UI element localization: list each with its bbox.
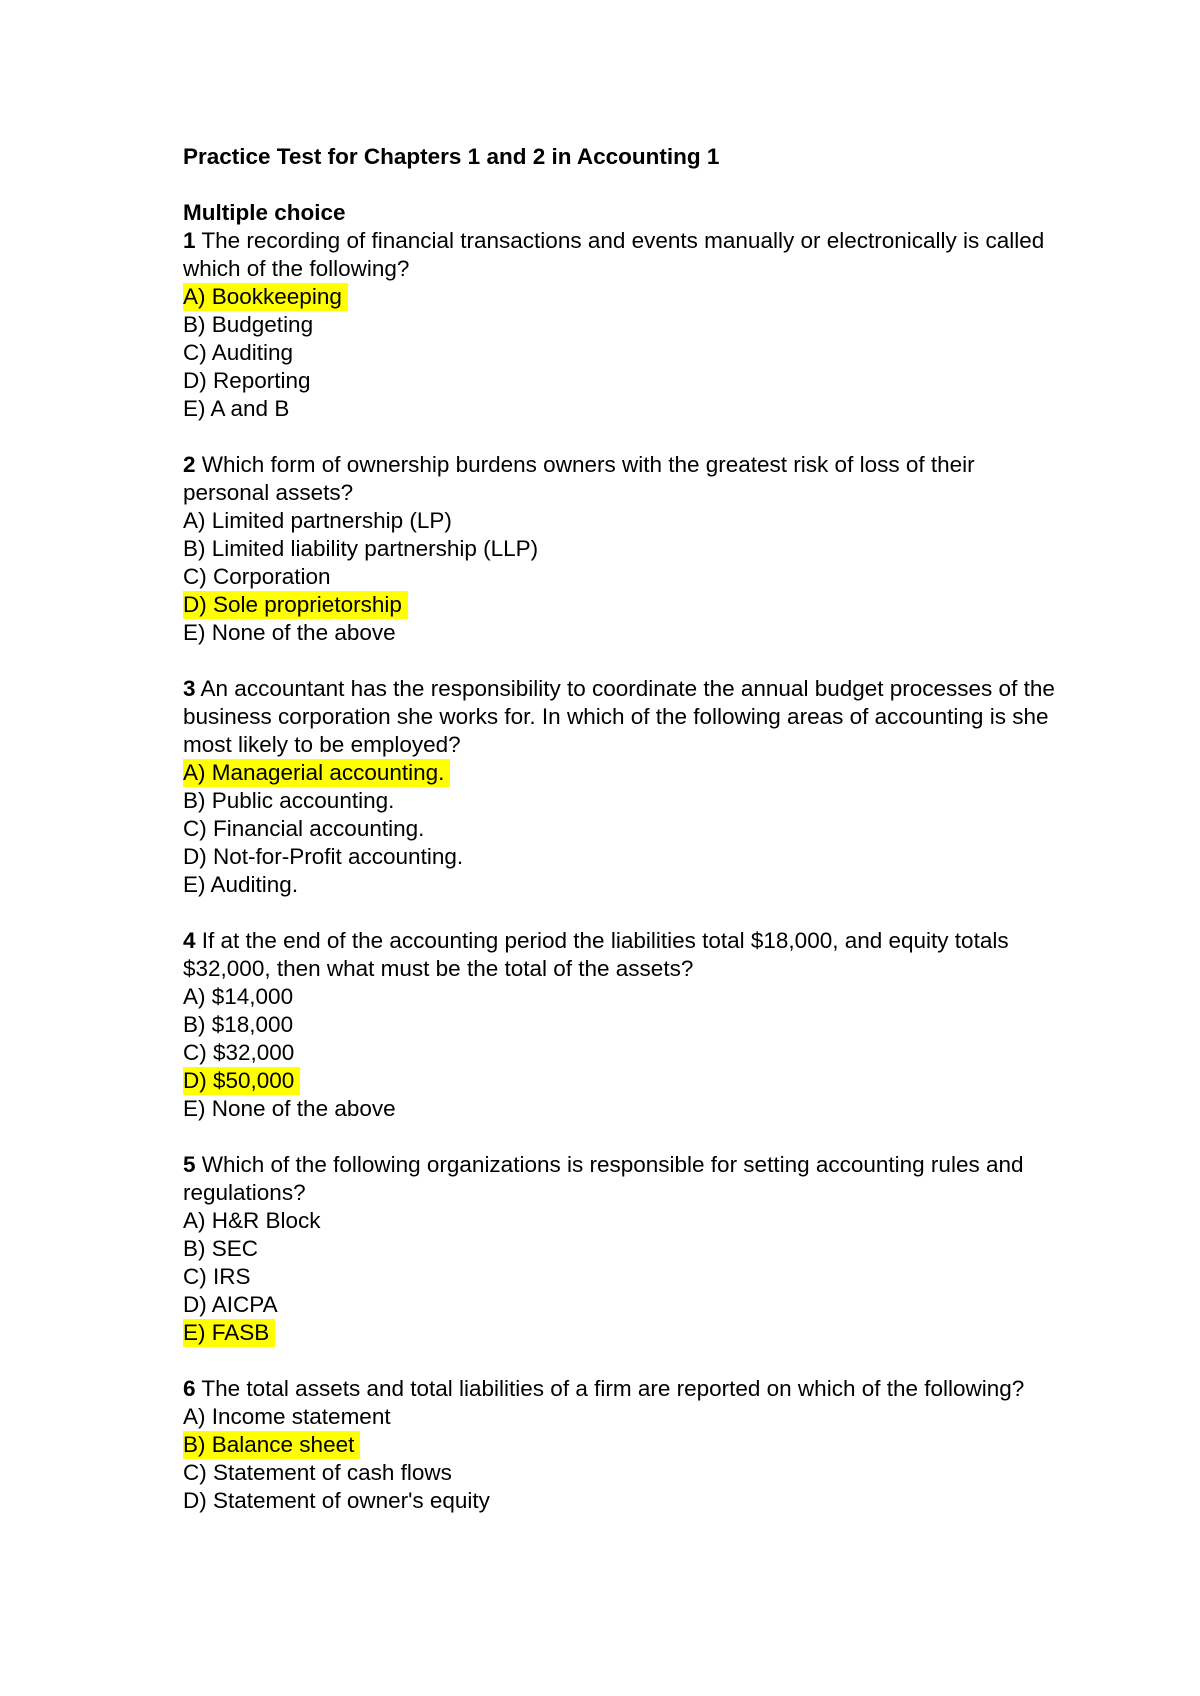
answer-option-label: E) A and B xyxy=(183,396,290,421)
answer-option-label: A) H&R Block xyxy=(183,1208,321,1233)
answer-option-label: B) Balance sheet xyxy=(183,1431,360,1459)
answer-option xyxy=(183,1487,1063,1515)
answer-option xyxy=(183,1403,1063,1431)
section-heading: Multiple choice xyxy=(183,200,346,225)
question-body: The recording of financial transactions and events manually or electronically is called which of the following? xyxy=(183,228,1045,281)
answer-option xyxy=(183,843,1063,871)
answer-option-highlighted xyxy=(183,1319,1063,1347)
answer-option-label: D) Sole proprietorship xyxy=(183,591,408,619)
answer-option-highlighted xyxy=(183,283,1063,311)
question-list xyxy=(183,227,1063,1515)
answer-option xyxy=(183,1291,1063,1319)
question-6 xyxy=(183,1375,1063,1515)
question-text xyxy=(183,227,1063,283)
question-body: If at the end of the accounting period the liabilities total $18,000, and equity totals $32,000, then what must be the total of the assets? xyxy=(183,928,1009,981)
answer-option xyxy=(183,311,1063,339)
question-5 xyxy=(183,1151,1063,1347)
question-number: 3 xyxy=(183,676,196,701)
answer-option xyxy=(183,1011,1063,1039)
question-text xyxy=(183,927,1063,983)
answer-option-label: C) IRS xyxy=(183,1264,251,1289)
answer-option-label: D) $50,000 xyxy=(183,1067,300,1095)
answer-option-label: B) SEC xyxy=(183,1236,259,1261)
question-number: 1 xyxy=(183,228,196,253)
answer-option xyxy=(183,395,1063,423)
answer-option xyxy=(183,1095,1063,1123)
question-body: An accountant has the responsibility to coordinate the annual budget processes of the business corporation she works for. In which of the following areas of accounting is she most likely to be employed? xyxy=(183,676,1055,757)
answer-option-highlighted xyxy=(183,1431,1063,1459)
answer-option-label: D) Statement of owner's equity xyxy=(183,1488,490,1513)
question-text xyxy=(183,451,1063,507)
answer-option xyxy=(183,871,1063,899)
answer-option-label: E) None of the above xyxy=(183,620,396,645)
document-page xyxy=(183,143,1063,1515)
answer-option-label: C) Financial accounting. xyxy=(183,816,425,841)
question-text xyxy=(183,675,1063,759)
answer-option xyxy=(183,563,1063,591)
answer-option xyxy=(183,535,1063,563)
answer-option-label: B) Budgeting xyxy=(183,312,314,337)
answer-option-label: A) Managerial accounting. xyxy=(183,759,450,787)
answer-option xyxy=(183,1039,1063,1067)
answer-option-highlighted xyxy=(183,1067,1063,1095)
answer-option-highlighted xyxy=(183,759,1063,787)
question-number: 5 xyxy=(183,1152,196,1177)
answer-option xyxy=(183,367,1063,395)
answer-option-label: B) Limited liability partnership (LLP) xyxy=(183,536,539,561)
question-text xyxy=(183,1151,1063,1207)
question-number: 6 xyxy=(183,1376,196,1401)
answer-option-label: B) $18,000 xyxy=(183,1012,294,1037)
answer-option xyxy=(183,1235,1063,1263)
answer-option xyxy=(183,815,1063,843)
answer-option-highlighted xyxy=(183,591,1063,619)
answer-option xyxy=(183,1263,1063,1291)
question-text xyxy=(183,1375,1063,1403)
answer-option xyxy=(183,1459,1063,1487)
question-number: 2 xyxy=(183,452,196,477)
answer-option-label: D) Reporting xyxy=(183,368,311,393)
answer-option-label: E) None of the above xyxy=(183,1096,396,1121)
answer-option-label: A) $14,000 xyxy=(183,984,294,1009)
document-title: Practice Test for Chapters 1 and 2 in Accounting 1 xyxy=(183,144,720,169)
question-body: The total assets and total liabilities of a firm are reported on which of the following? xyxy=(201,1376,1025,1401)
answer-option xyxy=(183,983,1063,1011)
answer-option-label: C) $32,000 xyxy=(183,1040,295,1065)
answer-option-label: E) FASB xyxy=(183,1319,275,1347)
question-body: Which of the following organizations is responsible for setting accounting rules and regulations? xyxy=(183,1152,1024,1205)
answer-option xyxy=(183,339,1063,367)
answer-option-label: C) Corporation xyxy=(183,564,331,589)
answer-option-label: D) Not-for-Profit accounting. xyxy=(183,844,464,869)
answer-option-label: B) Public accounting. xyxy=(183,788,395,813)
answer-option-label: C) Auditing xyxy=(183,340,294,365)
answer-option-label: E) Auditing. xyxy=(183,872,299,897)
answer-option xyxy=(183,619,1063,647)
question-2 xyxy=(183,451,1063,647)
question-4 xyxy=(183,927,1063,1123)
answer-option-label: A) Income statement xyxy=(183,1404,391,1429)
answer-option xyxy=(183,1207,1063,1235)
answer-option xyxy=(183,787,1063,815)
question-number: 4 xyxy=(183,928,196,953)
answer-option-label: D) AICPA xyxy=(183,1292,278,1317)
answer-option-label: A) Limited partnership (LP) xyxy=(183,508,452,533)
answer-option-label: C) Statement of cash flows xyxy=(183,1460,452,1485)
answer-option-label: A) Bookkeeping xyxy=(183,283,348,311)
question-1 xyxy=(183,227,1063,423)
question-3 xyxy=(183,675,1063,899)
answer-option xyxy=(183,507,1063,535)
question-body: Which form of ownership burdens owners with the greatest risk of loss of their personal assets? xyxy=(183,452,975,505)
